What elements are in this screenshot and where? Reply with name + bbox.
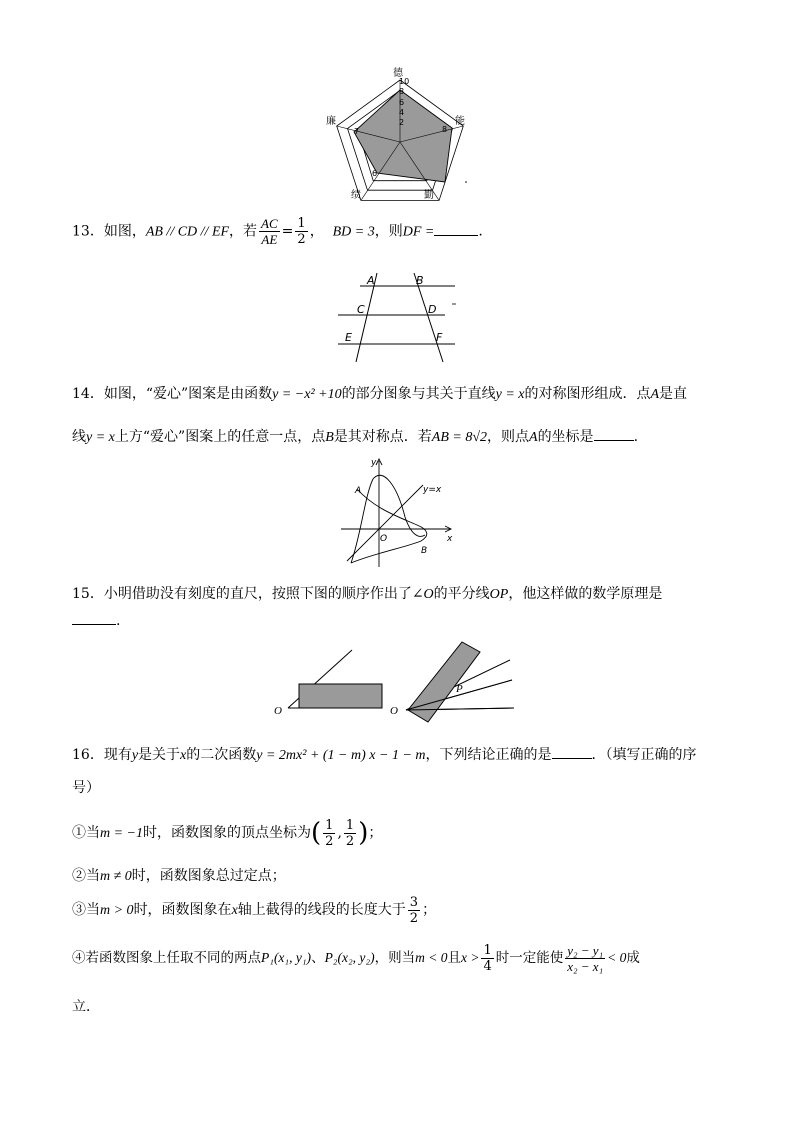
q14-label-yeqx: y=x [423, 485, 442, 495]
radar-tick-6: 6 [399, 98, 405, 107]
q14-label-y: y [371, 458, 377, 468]
q13-label-f: F [436, 331, 443, 344]
radar-value-bottom-left: 6 [372, 169, 378, 178]
q14-label-x: x [447, 534, 453, 544]
q13-label-e: E [345, 331, 352, 344]
radar-tick-8: 8 [399, 87, 405, 96]
q13-label-d: D [428, 303, 437, 316]
q16-option-2: ②当m ≠ 0时，函数图象总过定点； [72, 868, 286, 884]
q13-line: 13．如图，AB // CD // EF，若 $\frac{AC}{AE}$ = $\frac{1}{2}$ ， BD = 3，则DF = . [72, 216, 483, 247]
q13-figure [330, 270, 465, 365]
q13-frac-ac-ae: $\frac{AC}{AE}$ [261, 216, 278, 247]
radar-tick-10: 10 [399, 77, 410, 86]
q15-label-p: P [456, 683, 463, 695]
q16-line-2: 号） [72, 780, 100, 796]
q14-answer-blank[interactable] [594, 426, 634, 441]
q13-label-b: B [416, 274, 424, 287]
q13-label-a: A [367, 274, 375, 287]
radar-tick-4: 4 [399, 108, 405, 117]
radar-label-left: 廉 [326, 116, 336, 127]
q15-figure-2 [388, 638, 518, 724]
q14-figure [335, 455, 460, 570]
radar-label-bottom-left: 绩 [351, 190, 361, 201]
q15-answer-blank[interactable] [72, 610, 116, 625]
q15-figure-1 [270, 640, 395, 722]
radar-label-top: 德 [393, 68, 403, 79]
q15-ruler-1 [299, 684, 382, 708]
radar-chart [320, 62, 480, 202]
q15-label-o2: O [390, 705, 398, 717]
q15-line-2: . [72, 610, 120, 631]
q14-line-1: 14．如图，“爱心”图案是由函数y = −x² +10的部分图象与其关于直线y = x的对称图形组成．点A是直 [72, 386, 688, 402]
q13-label-c: C [357, 303, 365, 316]
q13-answer-blank[interactable] [434, 221, 478, 236]
q16-option-1: ①当m = −1时，函数图象的顶点坐标为( $\frac{1}{2}$ , $\frac{1}{2}$ )； [72, 817, 383, 849]
q14-label-o: O [380, 534, 388, 544]
q15-label-o1: O [274, 705, 282, 717]
q14-line-2: 线y = x上方“爱心”图案上的任意一点，点B是其对称点．若AB = 8√2，则点A的坐标是 . [72, 426, 638, 448]
q16-option-3: ③当m > 0时，函数图象在x轴上截得的线段的长度大于 $\frac{3}{2}$ ； [72, 894, 437, 926]
q14-label-b: B [421, 546, 428, 556]
radar-label-right: 能 [455, 116, 465, 127]
q15-line-1: 15．小明借助没有刻度的直尺，按照下图的顺序作出了∠O的平分线OP，他这样做的数学原理是 [72, 586, 663, 602]
q16-line-last: 立． [72, 999, 100, 1015]
radar-label-bottom-right: 勤 [424, 190, 434, 201]
q14-label-a: A [355, 486, 362, 496]
q16-answer-blank[interactable] [552, 744, 592, 759]
radar-value-left: 7 [354, 127, 360, 136]
radar-value-right: 8 [442, 125, 448, 134]
q16-line-1: 16．现有y是关于x的二次函数y = 2mx² + (1 − m) x − 1 − m，下列结论正确的是 ．（填写正确的序 [72, 744, 697, 766]
radar-tick-2: 2 [399, 118, 405, 127]
q13-frac-half: $\frac{1}{2}$ [297, 216, 306, 247]
q16-option-4: ④若函数图象上任取不同的两点P₁(x₁, y₁)、P₂(x₂, y₂)，则当m < 0且x > $\frac{1}{4}$ 时一定能使 $\frac{\text{y₂ − y₁}}{\text{x₂ − x₁}}$ < 0成 [72, 943, 640, 974]
